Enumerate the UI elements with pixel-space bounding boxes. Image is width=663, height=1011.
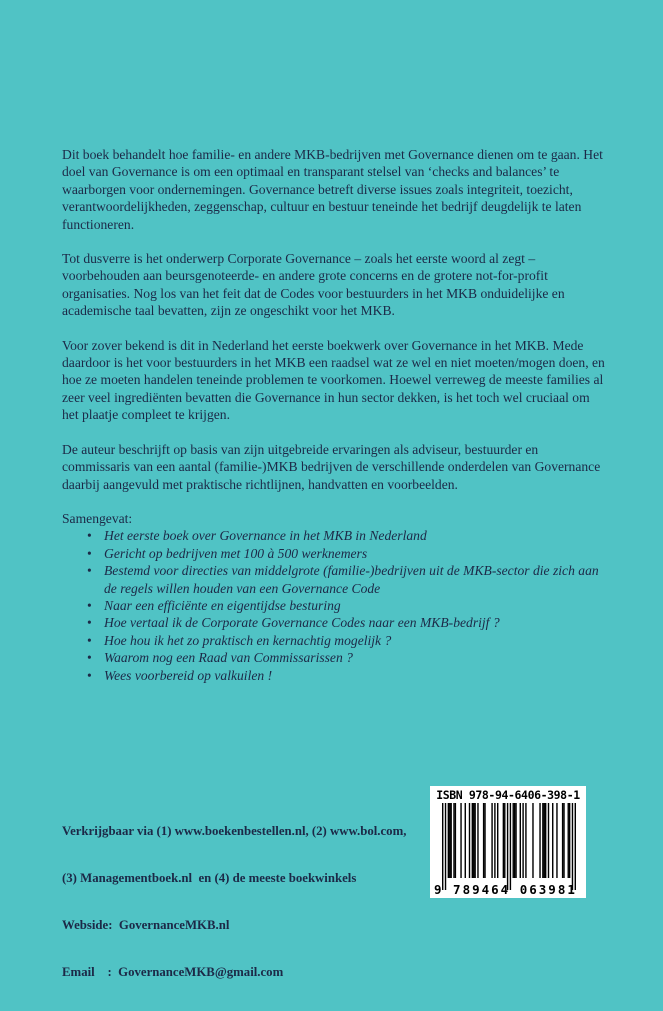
author-paragraph: De auteur beschrijft op basis van zijn uitgebreide ervaringen als adviseur, bestuurder en commissaris van een aantal (familie-)MKB bedrijven de verschillende onderdelen van Governance daarbij aangevuld met praktische richtlijnen, handvatten en voorbeelden.: [62, 441, 601, 492]
summary-item: • Waarom nog een Raad van Commissarissen ?: [62, 649, 608, 666]
intro-paragraph: Dit boek behandelt hoe familie- en andere MKB-bedrijven met Governance dienen om te gaan. Het doel van Governance is om een optimaal en transparant stelsel van ‘checks and balances’ te waarborgen voor ondernemingen. Governance betreft diverse issues zoals integriteit, toezicht, verantwoordelijkheden, zeggenschap, cultuur en bestuur teneinde het bedrijf deugdelijk te laten functioneren.: [62, 147, 603, 232]
summary-item: • Het eerste boek over Governance in het MKB in Nederland: [62, 527, 608, 544]
contact-block: [62, 793, 406, 1011]
barcode-bars-icon: [442, 803, 576, 890]
isbn-number: ISBN 978-94-6406-398-1: [436, 788, 580, 802]
email-line: Email : GovernanceMKB@gmail.com: [62, 964, 284, 979]
summary-heading: Samengevat:: [62, 510, 133, 526]
summary-list: [62, 527, 608, 684]
availability-line-2: (3) Managementboek.nl en (4) de meeste boekwinkels: [62, 870, 357, 885]
summary-item: • Hoe vertaal ik de Corporate Governance Codes naar een MKB-bedrijf ?: [62, 614, 608, 631]
summary-item: • Wees voorbereid op valkuilen !: [62, 667, 608, 684]
summary-item: • Gericht op bedrijven met 100 à 500 werknemers: [62, 545, 608, 562]
summary-item: • Hoe hou ik het zo praktisch en kernachtig mogelijk ?: [62, 632, 608, 649]
summary-item: • Bestemd voor directies van middelgrote (familie-)bedrijven uit de MKB-sector die zich aan de regels willen houden van een Governance Code: [62, 562, 608, 597]
cover-text-block: [62, 146, 608, 684]
website-line: Webside: GovernanceMKB.nl: [62, 917, 230, 932]
barcode-digits: 9 789464 063981: [434, 882, 577, 897]
corporate-governance-paragraph: Tot dusverre is het onderwerp Corporate Governance – zoals het eerste woord al zegt – voorbehouden aan beursgenoteerde- en andere grote concerns en de grotere not-for-profit organisaties. Nog los van het feit dat de Codes voor bestuurders in het MKB onduidelijke en academische taal bevatten, zijn ze ongeschikt voor het MKB.: [62, 251, 565, 319]
summary-item: • Naar een efficiënte en eigentijdse besturing: [62, 597, 608, 614]
isbn-barcode: [430, 786, 586, 898]
first-book-paragraph: Voor zover bekend is dit in Nederland het eerste boekwerk over Governance in het MKB. Mede daardoor is het voor bestuurders in het MKB een raadsel wat ze wel en niet moeten/mogen doen, en hoe ze moeten handelen teneinde problemen te voorkomen. Hoewel verreweg de meeste families al zeer veel ingrediënten bevatten die Governance in hun sector dekken, is het toch wel cruciaal om het plaatje compleet te krijgen.: [62, 337, 605, 423]
availability-line-1: Verkrijgbaar via (1) www.boekenbestellen.nl, (2) www.bol.com,: [62, 824, 407, 839]
